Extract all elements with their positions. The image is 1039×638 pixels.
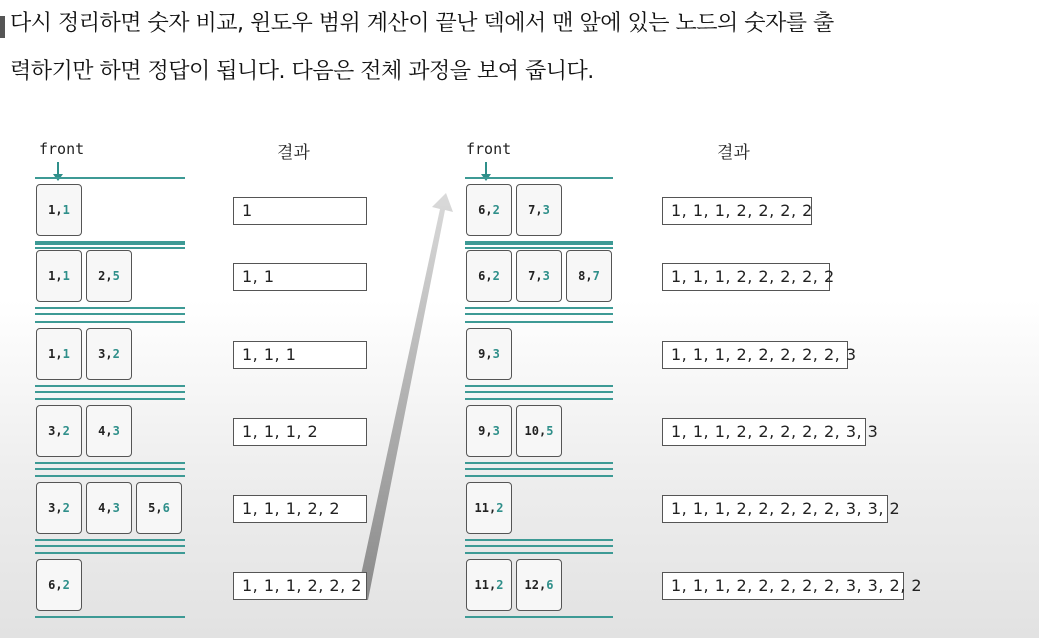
right-rail-bottom	[465, 307, 613, 309]
left-rail-bottom	[35, 462, 185, 464]
deque-node	[516, 250, 562, 302]
node-index: 2	[496, 501, 504, 515]
right-rail-bottom	[465, 616, 613, 618]
left-rail-gap	[35, 247, 185, 249]
node-value: 1,	[48, 203, 63, 217]
left-rail-bottom	[35, 616, 185, 618]
node-index: 1	[62, 269, 70, 283]
right-result-box: 1, 1, 1, 2, 2, 2, 2	[662, 197, 812, 225]
left-rail-top	[35, 243, 185, 245]
right-rail-top	[465, 243, 613, 245]
deque-node	[86, 328, 132, 380]
node-value: 10,	[524, 424, 547, 438]
node-value: 5,	[148, 501, 163, 515]
deque-node	[466, 482, 512, 534]
deque-node	[516, 184, 562, 236]
node-index: 3	[112, 501, 120, 515]
deque-node	[516, 405, 562, 457]
left-rail-gap	[35, 545, 185, 547]
left-result-box: 1	[233, 197, 367, 225]
left-result-box: 1, 1, 1, 2	[233, 418, 367, 446]
node-value: 9,	[478, 424, 493, 438]
left-result-box: 1, 1, 1, 2, 2	[233, 495, 367, 523]
node-index: 1	[62, 203, 70, 217]
left-rail-bottom	[35, 307, 185, 309]
node-index: 2	[62, 578, 70, 592]
right-result-box: 1, 1, 1, 2, 2, 2, 2, 2, 3, 3, 2	[662, 495, 888, 523]
node-value: 6,	[478, 269, 493, 283]
right-rail-gap	[465, 313, 613, 315]
intro-line-1: 다시 정리하면 숫자 비교, 윈도우 범위 계산이 끝난 덱에서 맨 앞에 있는 노드의 숫자를 출	[10, 11, 834, 36]
deque-node	[36, 559, 82, 611]
deque-node	[36, 482, 82, 534]
left-rail-top	[35, 552, 185, 554]
node-index: 5	[546, 424, 554, 438]
right-rail-bottom	[465, 385, 613, 387]
node-index: 3	[542, 203, 550, 217]
deque-node	[86, 482, 132, 534]
deque-node	[466, 405, 512, 457]
node-index: 2	[62, 501, 70, 515]
right-rail-gap	[465, 247, 613, 249]
node-value: 8,	[578, 269, 593, 283]
right-rail-bottom	[465, 539, 613, 541]
deque-node	[466, 250, 512, 302]
right-rail-top	[465, 475, 613, 477]
left-result-title: 결과	[277, 143, 310, 163]
node-value: 6,	[48, 578, 63, 592]
deque-node	[36, 405, 82, 457]
deque-node	[136, 482, 182, 534]
deque-node	[466, 184, 512, 236]
node-index: 2	[492, 203, 500, 217]
node-value: 12,	[524, 578, 547, 592]
deque-node	[36, 250, 82, 302]
node-value: 6,	[478, 203, 493, 217]
right-rail-top	[465, 552, 613, 554]
deque-node	[516, 559, 562, 611]
deque-node	[86, 405, 132, 457]
node-value: 1,	[48, 347, 63, 361]
left-result-box: 1, 1, 1	[233, 341, 367, 369]
node-index: 3	[492, 424, 500, 438]
node-value: 4,	[98, 424, 113, 438]
right-rail-bottom	[465, 462, 613, 464]
right-rail-top	[465, 321, 613, 323]
node-index: 2	[492, 269, 500, 283]
deque-node	[466, 328, 512, 380]
right-result-box: 1, 1, 1, 2, 2, 2, 2, 2, 3, 3, 2, 2	[662, 572, 904, 600]
node-value: 3,	[98, 347, 113, 361]
left-result-box: 1, 1	[233, 263, 367, 291]
left-rail-top	[35, 398, 185, 400]
node-value: 3,	[48, 424, 63, 438]
node-index: 2	[62, 424, 70, 438]
right-result-box: 1, 1, 1, 2, 2, 2, 2, 2	[662, 263, 830, 291]
intro-line-2: 력하기만 하면 정답이 됩니다. 다음은 전체 과정을 보여 줍니다.	[10, 59, 594, 84]
node-value: 7,	[528, 203, 543, 217]
node-value: 1,	[48, 269, 63, 283]
node-index: 3	[492, 347, 500, 361]
deque-node	[86, 250, 132, 302]
right-rail-top	[465, 177, 613, 179]
node-index: 5	[112, 269, 120, 283]
right-result-title: 결과	[717, 143, 750, 163]
node-index: 6	[546, 578, 554, 592]
deque-node	[466, 559, 512, 611]
right-result-box: 1, 1, 1, 2, 2, 2, 2, 2, 3, 3	[662, 418, 866, 446]
left-rail-gap	[35, 468, 185, 470]
node-index: 2	[112, 347, 120, 361]
right-rail-gap	[465, 545, 613, 547]
deque-node	[36, 184, 82, 236]
left-rail-bottom	[35, 539, 185, 541]
left-front-label: front	[39, 140, 85, 158]
left-rail-bottom	[35, 385, 185, 387]
left-rail-top	[35, 475, 185, 477]
right-rail-top	[465, 398, 613, 400]
left-rail-top	[35, 321, 185, 323]
left-rail-top	[35, 177, 185, 179]
node-value: 9,	[478, 347, 493, 361]
node-index: 3	[542, 269, 550, 283]
right-front-label: front	[466, 140, 512, 158]
left-rail-gap	[35, 313, 185, 315]
node-value: 3,	[48, 501, 63, 515]
left-rail-gap	[35, 391, 185, 393]
right-rail-gap	[465, 468, 613, 470]
node-value: 7,	[528, 269, 543, 283]
node-index: 6	[162, 501, 170, 515]
node-value: 11,	[474, 578, 497, 592]
node-index: 2	[496, 578, 504, 592]
right-rail-gap	[465, 391, 613, 393]
node-value: 11,	[474, 501, 497, 515]
node-value: 4,	[98, 501, 113, 515]
deque-node	[566, 250, 612, 302]
node-index: 3	[112, 424, 120, 438]
right-result-box: 1, 1, 1, 2, 2, 2, 2, 2, 3	[662, 341, 848, 369]
node-index: 1	[62, 347, 70, 361]
node-value: 2,	[98, 269, 113, 283]
deque-node	[36, 328, 82, 380]
node-index: 7	[592, 269, 600, 283]
left-result-box: 1, 1, 1, 2, 2, 2	[233, 572, 367, 600]
